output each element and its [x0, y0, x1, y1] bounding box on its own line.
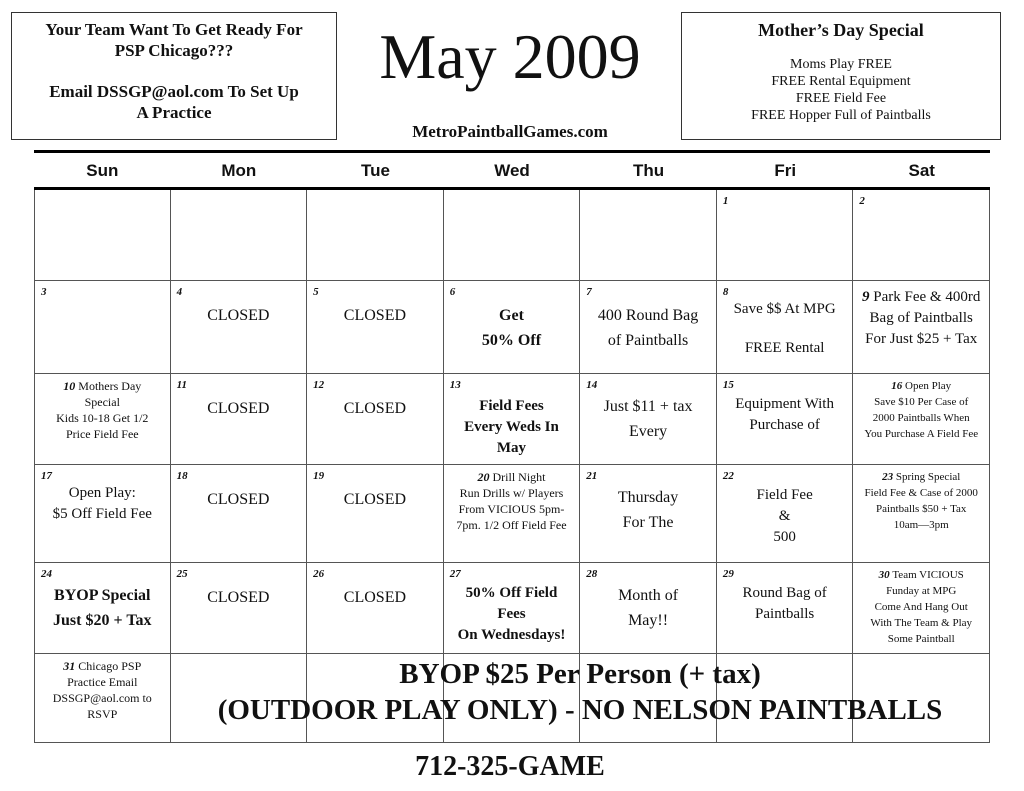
day-number: 3: [41, 286, 47, 298]
day-event-text: [720, 583, 850, 625]
day-number: 13: [449, 379, 461, 391]
event-line: Month of: [618, 587, 679, 604]
event-line: CLOSED: [343, 307, 407, 324]
calendar-day-cell: [580, 563, 717, 654]
day-number: 19: [313, 470, 325, 482]
promo-psp-line: A Practice: [136, 103, 212, 122]
day-number: 4: [176, 286, 183, 298]
calendar-day-cell: [444, 465, 581, 563]
day-number: 29: [722, 568, 734, 580]
event-line: Fees: [497, 606, 526, 622]
event-line: Come And Hang Out: [874, 601, 968, 613]
calendar-day-cell: [580, 190, 717, 281]
day-event-text: [174, 585, 304, 610]
day-number: 15: [722, 379, 734, 391]
event-line: May!!: [628, 612, 669, 629]
event-line: From VICIOUS 5pm-: [458, 502, 565, 516]
event-line: Equipment With: [735, 396, 834, 412]
event-line: Kids 10-18 Get 1/2: [56, 411, 149, 425]
day-name-tue: Tue: [360, 161, 390, 180]
page-title: May 2009: [379, 21, 641, 92]
day-event-text: [583, 394, 713, 444]
event-line: CLOSED: [343, 400, 407, 417]
day-event-text: [447, 396, 577, 459]
event-line: Every: [628, 423, 668, 440]
day-event-text: [720, 485, 850, 548]
day-event-text: [447, 469, 577, 533]
calendar-day-cell: [444, 190, 581, 281]
day-number: 22: [722, 470, 734, 482]
day-number: 6: [449, 286, 456, 298]
day-number: 24: [41, 568, 52, 580]
day-event-text: [38, 483, 167, 525]
day-number: 5: [313, 286, 319, 298]
day-number: 8: [722, 286, 729, 298]
event-line: DSSGP@aol.com to: [52, 691, 152, 705]
calendar-day-cell: [34, 281, 171, 374]
day-event-text: [856, 287, 986, 350]
day-number: 28: [586, 568, 598, 580]
event-line: For Just $25 + Tax: [865, 331, 978, 347]
event-line: 400 Round Bag: [597, 307, 699, 324]
calendar-day-cell: [444, 374, 581, 465]
day-number: 1: [722, 195, 729, 207]
byop-banner-line: (OUTDOOR PLAY ONLY) - NO NELSON PAINTBALLS: [217, 694, 943, 726]
event-line: Run Drills w/ Players: [459, 486, 564, 500]
event-line: RSVP: [87, 707, 118, 721]
day-number: 26: [313, 568, 325, 580]
day-number: 18: [176, 470, 188, 482]
day-event-text: [583, 583, 713, 633]
day-name-sun: Sun: [86, 161, 119, 180]
event-line: 31 Chicago PSP: [63, 659, 142, 673]
event-line: FREE Rental: [744, 340, 825, 356]
day-event-text: [38, 378, 167, 442]
calendar-day-cell: [307, 281, 444, 374]
calendar-day-cell: [853, 190, 990, 281]
event-line: You Purchase A Field Fee: [864, 428, 979, 440]
calendar-day-cell: [34, 654, 171, 743]
calendar-day-cell: [580, 374, 717, 465]
day-event-text: [720, 299, 850, 359]
calendar-day-cell: [171, 281, 308, 374]
calendar-day-cell: [444, 281, 581, 374]
promo-psp-line: Your Team Want To Get Ready For: [45, 20, 303, 39]
day-event-text: [38, 583, 167, 633]
day-number: 17: [41, 470, 52, 482]
day-name-mon: Mon: [221, 161, 257, 180]
event-line: 10am—3pm: [893, 519, 949, 531]
calendar-day-cell: [34, 465, 171, 563]
event-line: Paintballs: [755, 606, 815, 622]
day-event-text: [583, 303, 713, 353]
website-label: MetroPaintballGames.com: [412, 122, 608, 141]
mothers-day-line: Moms Play FREE: [790, 57, 892, 72]
day-event-text: [856, 469, 986, 533]
event-line: Field Fee: [756, 487, 813, 503]
event-line: $5 Off Field Fee: [52, 506, 152, 522]
calendar-day-cell: [580, 281, 717, 374]
calendar-day-cell: [717, 563, 854, 654]
mothers-day-line: FREE Field Fee: [795, 91, 887, 106]
event-line: CLOSED: [207, 491, 270, 508]
event-line: With The Team & Play: [870, 617, 973, 629]
day-number: 27: [449, 568, 461, 580]
day-event-text: [720, 394, 850, 436]
calendar-day-cell: [853, 281, 990, 374]
event-line: 7pm. 1/2 Off Field Fee: [456, 518, 567, 532]
event-line: 500: [773, 529, 796, 545]
calendar-day-cell: [34, 374, 171, 465]
event-line: Some Paintball: [887, 633, 955, 645]
day-event-text: [310, 487, 440, 512]
calendar-day-cell: [444, 563, 581, 654]
event-line: Practice Email: [67, 675, 138, 689]
day-number: 25: [176, 568, 188, 580]
promo-psp-line: Email DSSGP@aol.com To Set Up: [49, 82, 299, 101]
event-line: Purchase of: [749, 417, 820, 433]
event-line: 20 Drill Night: [477, 470, 546, 484]
event-line: Field Fee & Case of 2000: [864, 487, 978, 499]
event-line: Get: [499, 307, 524, 324]
mothers-day-line: FREE Hopper Full of Paintballs: [751, 108, 931, 123]
calendar-day-cell: [307, 190, 444, 281]
event-line: Field Fees: [479, 398, 544, 414]
calendar-day-cell: [307, 563, 444, 654]
event-line: [720, 320, 850, 338]
day-event-text: [174, 487, 304, 512]
day-event-text: [447, 583, 577, 646]
event-line: 9 Park Fee & 400rd: [862, 289, 981, 305]
event-line: CLOSED: [207, 589, 270, 606]
promo-psp-line: PSP Chicago???: [114, 41, 234, 60]
byop-banner-line: BYOP $25 Per Person (+ tax): [399, 658, 761, 690]
day-event-text: [583, 485, 713, 535]
event-line: CLOSED: [343, 491, 407, 508]
event-line: Funday at MPG: [886, 585, 957, 597]
day-event-text: [856, 378, 986, 442]
event-line: CLOSED: [207, 307, 270, 324]
event-line: Bag of Paintballs: [869, 310, 973, 326]
event-line: Round Bag of: [742, 585, 827, 601]
event-line: On Wednesdays!: [457, 627, 566, 643]
day-event-text: [174, 303, 304, 328]
event-line: 10 Mothers Day: [63, 379, 142, 393]
calendar-day-cell: [34, 563, 171, 654]
day-number: 7: [586, 286, 592, 298]
calendar-day-cell: [171, 465, 308, 563]
event-line: Open Play:: [68, 485, 136, 501]
calendar-day-cell: [853, 563, 990, 654]
event-line: CLOSED: [343, 589, 407, 606]
day-number: 21: [586, 470, 598, 482]
calendar-day-cell: [853, 374, 990, 465]
day-event-text: [310, 303, 440, 328]
event-line: 50% Off Field: [465, 585, 558, 601]
event-line: BYOP Special: [54, 587, 151, 604]
calendar-day-cell: [853, 465, 990, 563]
day-event-text: [447, 303, 577, 353]
calendar-day-cell: [307, 465, 444, 563]
calendar-day-cell: [171, 374, 308, 465]
calendar-day-cell: [717, 465, 854, 563]
day-event-text: [38, 658, 167, 722]
event-line: Just $11 + tax: [603, 398, 693, 415]
day-event-text: [856, 567, 986, 647]
event-line: 16 Open Play: [891, 380, 952, 392]
promo-box-psp: [11, 12, 337, 140]
event-line: CLOSED: [207, 400, 270, 417]
event-line: Save $$ At MPG: [733, 301, 836, 317]
event-line: Price Field Fee: [65, 427, 139, 441]
event-line: Special: [84, 395, 120, 409]
event-line: Save $10 Per Case of: [874, 396, 969, 408]
event-line: &: [778, 508, 791, 524]
event-line: Just $20 + Tax: [53, 612, 152, 629]
event-line: Every Weds In: [464, 419, 559, 435]
event-line: Paintballs $50 + Tax: [875, 503, 967, 515]
mothers-day-line: FREE Rental Equipment: [771, 74, 911, 89]
event-line: Thursday: [617, 489, 679, 506]
day-name-wed: Wed: [494, 161, 530, 180]
calendar-day-header: [34, 153, 990, 187]
day-name-sat: Sat: [908, 161, 935, 180]
day-event-text: [310, 396, 440, 421]
event-line: 30 Team VICIOUS: [878, 569, 964, 581]
event-line: of Paintballs: [607, 332, 689, 349]
phone-number: 712-325-GAME: [415, 751, 605, 782]
day-number: 2: [859, 195, 865, 207]
event-line: May: [496, 440, 527, 456]
calendar-day-cell: [34, 190, 171, 281]
calendar-day-cell: [717, 374, 854, 465]
day-number: 14: [586, 379, 598, 391]
day-event-text: [174, 396, 304, 421]
event-line: 2000 Paintballs When: [872, 412, 970, 424]
promo-box-mothers-day: [681, 12, 1001, 140]
calendar-day-cell: [171, 563, 308, 654]
event-line: 23 Spring Special: [882, 471, 961, 483]
calendar-day-cell: [717, 281, 854, 374]
mothers-day-heading: Mother’s Day Special: [758, 20, 924, 40]
calendar-day-cell: [171, 190, 308, 281]
day-name-thu: Thu: [633, 161, 665, 180]
day-event-text: [310, 585, 440, 610]
day-number: 12: [313, 379, 325, 391]
calendar-day-cell: [307, 374, 444, 465]
event-line: 50% Off: [481, 332, 542, 349]
day-name-fri: Fri: [774, 161, 797, 180]
byop-banner: [160, 656, 1000, 728]
day-number: 11: [176, 379, 187, 391]
event-line: For The: [622, 514, 674, 531]
calendar-day-cell: [580, 465, 717, 563]
calendar-day-cell: [717, 190, 854, 281]
